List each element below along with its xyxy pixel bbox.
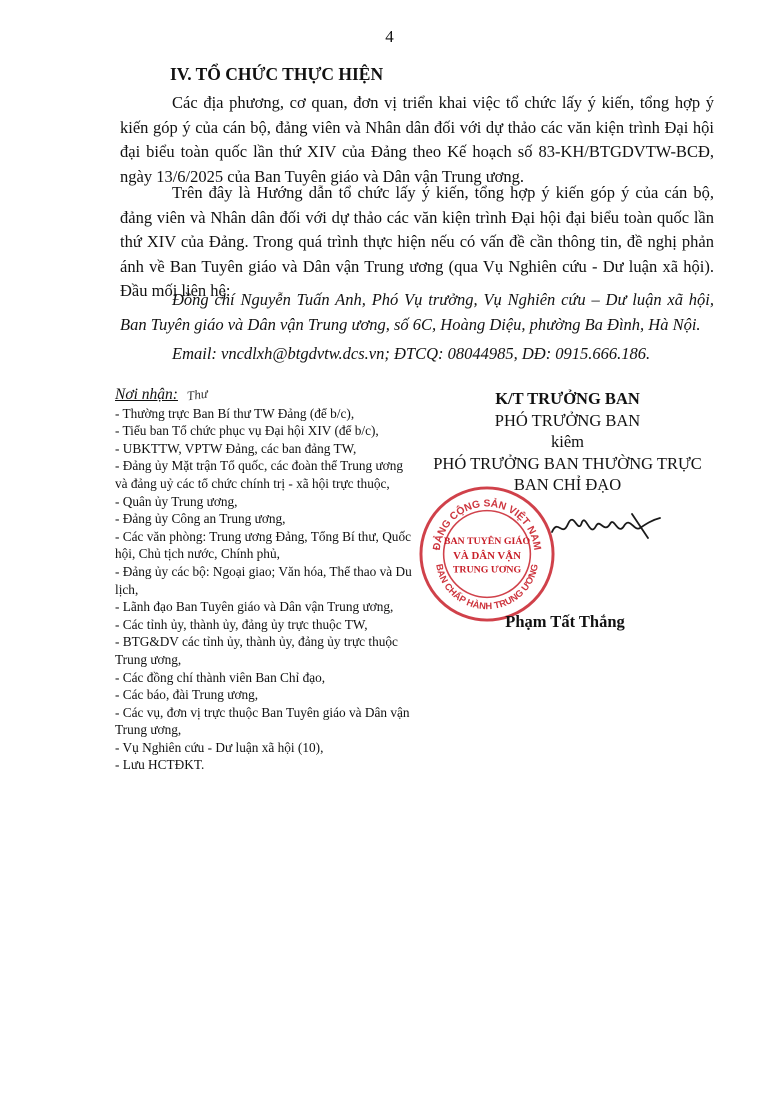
signature-title-3: kiêm <box>551 432 584 451</box>
signer-name: Phạm Tất Thắng <box>505 612 625 631</box>
stamp-line-2: VÀ DÂN VẬN <box>453 549 521 562</box>
official-stamp <box>418 485 556 623</box>
signature-title-2: PHÓ TRƯỞNG BAN <box>494 410 641 430</box>
recipient-item: - Thường trực Ban Bí thư TW Đảng (để b/c), <box>115 405 355 421</box>
recipient-item: - Đảng ủy Mặt trận Tổ quốc, các đoàn thể Trung ương và đảng uỷ các tổ chức chính trị - xã hội trực thuộc, <box>115 458 404 491</box>
stamp-line-3: TRUNG ƯƠNG <box>452 564 522 576</box>
recipient-item: - Vụ Nghiên cứu - Dư luận xã hội (10), <box>115 739 324 755</box>
recipients-list <box>115 405 415 774</box>
paragraph-implementation: Các địa phương, cơ quan, đơn vị triển khai việc tổ chức lấy ý kiến, tổng hợp ý kiến góp ý của cán bộ, đảng viên và Nhân dân đối với dự thảo các văn kiện trình Đại hội đại biểu toàn quốc lần thứ XIV của Đảng theo Kế hoạch số 83-KH/BTGDVTW-BCĐ, ngày 13/6/2025 của Ban Tuyên giáo và Dân vận Trung ương. <box>120 93 714 186</box>
page-number: 4 <box>385 27 394 46</box>
recipient-item: - Các tỉnh ủy, thành ủy, đảng ủy trực thuộc TW, <box>115 616 368 632</box>
paragraph-summary: Trên đây là Hướng dẫn tổ chức lấy ý kiến, tổng hợp ý kiến góp ý của cán bộ, đảng viên và Nhân dân đối với dự thảo các văn kiện trình Đại hội đại biểu toàn quốc lần thứ XIV của Đảng. Trong quá trình thực hiện nếu có vấn đề cần thông tin, đề nghị phản ánh về Ban Tuyên giáo và Dân vận Trung ương (qua Vụ Nghiên cứu - Dư luận xã hội). Đầu mối liên hệ: <box>120 183 714 300</box>
recipient-item: - UBKTTW, VPTW Đảng, các ban đảng TW, <box>115 440 357 456</box>
signature-block <box>400 388 735 496</box>
signature-title-1: K/T TRƯỞNG BAN <box>495 389 640 408</box>
recipient-item: - Lãnh đạo Ban Tuyên giáo và Dân vận Trung ương, <box>115 599 394 615</box>
contact-person: Đồng chí Nguyễn Tuấn Anh, Phó Vụ trưởng, Vụ Nghiên cứu – Dư luận xã hội, Ban Tuyên giáo và Dân vận Trung ương, số 6C, Hoàng Diệu, phường Ba Đình, Hà Nội. <box>120 290 714 334</box>
stamp-line-1: BAN TUYÊN GIÁO <box>443 536 531 548</box>
recipient-item: - Đảng ủy các bộ: Ngoại giao; Văn hóa, Thể thao và Du lịch, <box>115 563 412 597</box>
handwritten-signature <box>548 508 668 544</box>
stamp-arc-top: ĐẢNG CỘNG SẢN VIỆT NAM <box>431 498 543 552</box>
contact-email: Email: vncdlxh@btgdvtw.dcs.vn; ĐTCQ: 08044985, DĐ: 0915.666.186. <box>172 344 651 363</box>
recipient-item: - Các văn phòng: Trung ương Đảng, Tổng Bí thư, Quốc hội, Chủ tịch nước, Chính phủ, <box>115 528 411 562</box>
recipient-item: - Quân ủy Trung ương, <box>115 493 238 509</box>
recipient-item: - Lưu HCTĐKT. <box>115 757 205 773</box>
recipient-item: - Các đồng chí thành viên Ban Chỉ đạo, <box>115 669 326 685</box>
recipients-block <box>115 386 415 774</box>
recipient-item: - BTG&DV các tỉnh ủy, thành ủy, đảng ủy trực thuộc Trung ương, <box>115 634 398 667</box>
recipient-item: - Đảng ủy Công an Trung ương, <box>115 511 286 527</box>
stamp-arc-bottom: BAN CHẤP HÀNH TRUNG ƯƠNG <box>434 563 540 612</box>
signature-title-5: BAN CHỈ ĐẠO <box>513 475 622 494</box>
recipients-title: Nơi nhận: <box>115 386 178 403</box>
initial-mark: Thư <box>186 385 210 404</box>
section-title: IV. TỔ CHỨC THỰC HIỆN <box>170 64 384 84</box>
recipient-item: - Tiểu ban Tổ chức phục vụ Đại hội XIV (để b/c), <box>115 423 379 439</box>
recipient-item: - Các vụ, đơn vị trực thuộc Ban Tuyên giáo và Dân vận Trung ương, <box>115 704 410 738</box>
recipient-item: - Các báo, đài Trung ương, <box>115 687 259 703</box>
signature-title-4: PHÓ TRƯỞNG BAN THƯỜNG TRỰC <box>433 453 702 473</box>
